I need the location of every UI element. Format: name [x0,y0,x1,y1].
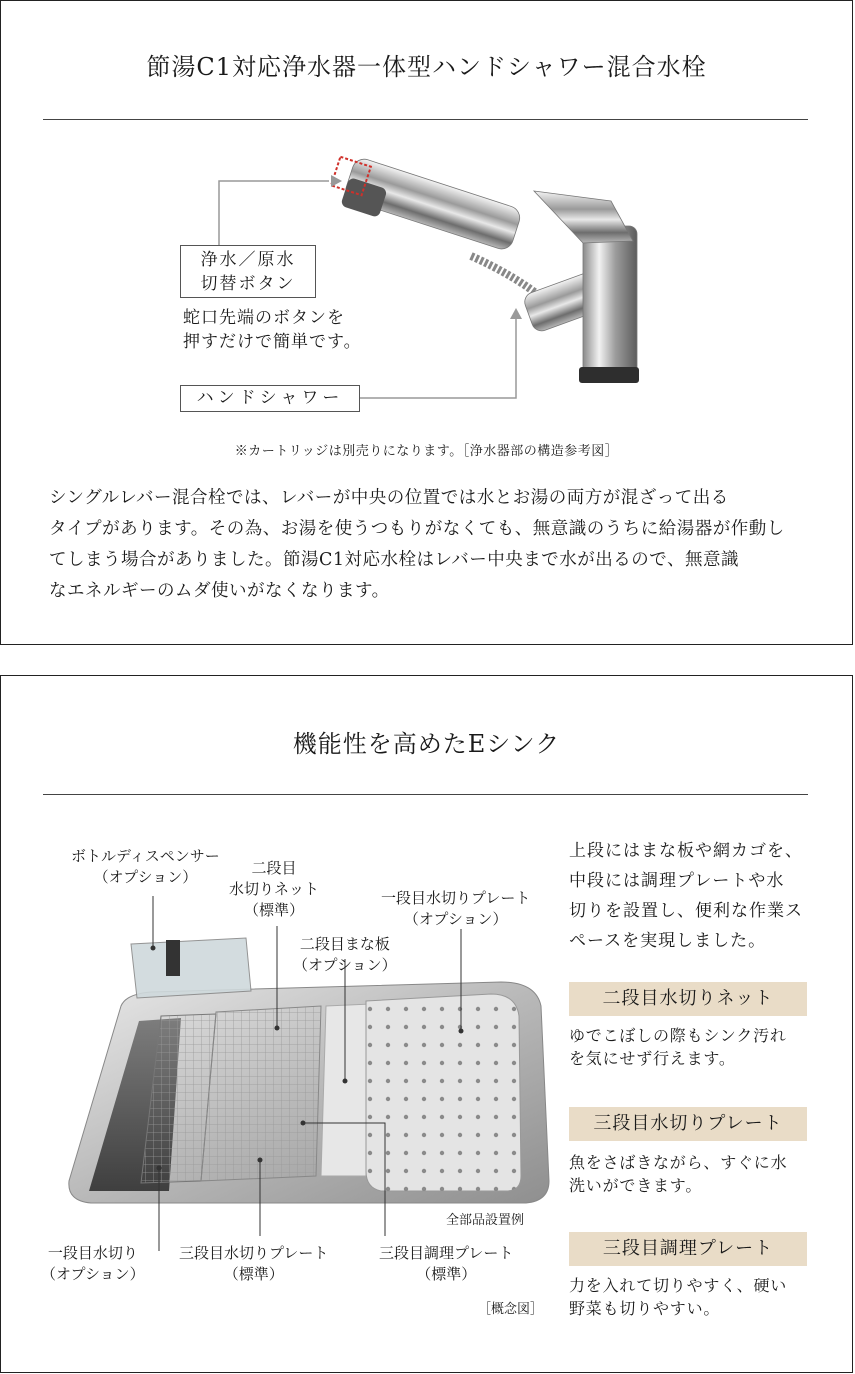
description-line: タイプがあります。その為、お湯を使うつもりがなくても、無意識のうちに給湯器が作動し [49,519,785,539]
label-text: （オプション） [293,956,397,974]
label-third-cooking [379,1243,513,1285]
feature-tag-third-plate: 三段目水切りプレート [569,1107,807,1141]
description-line: シングルレバー混合栓では、レバーが中央の位置では水とお湯の両方が混ざって出る [49,488,729,508]
feature-desc-second-net [569,1024,814,1070]
switch-note-line1: 蛇口先端のボタンを [183,308,345,328]
cartridge-footnote: ※カートリッジは別売りになります。［浄水器部の構造参考図］ [234,444,619,459]
description-line: てしまう場合がありました。節湯C1対応水栓はレバー中央まで水が出るので、無意識 [49,550,739,570]
feature-desc-third-cooking [569,1274,814,1320]
all-parts-caption: 全部品設置例 [446,1213,525,1228]
label-text: （オプション） [403,910,508,928]
desc-line: 洗いができます。 [569,1176,703,1195]
label-text: （標準） [244,901,305,919]
label-text: （標準） [223,1265,284,1283]
concept-caption: ［概念図］ [478,1302,544,1317]
label-text: 一段目水切り [47,1244,138,1262]
sink-intro [569,836,819,956]
intro-line: 切りを設置し、便利な作業ス [569,901,803,921]
label-text: 二段目まな板 [299,935,390,953]
hand-shower-label: ハンドシャワー [180,385,360,412]
label-text: 三段目調理プレート [379,1244,514,1262]
feature-tag-third-cooking: 三段目調理プレート [569,1232,807,1266]
label-first-plate [381,888,530,930]
label-text: 三段目水切りプレート [179,1244,329,1262]
label-bottle-dispenser [71,846,220,888]
switch-note [183,306,362,354]
label-third-plate [179,1243,328,1285]
intro-line: 上段にはまな板や網カゴを、 [569,841,803,861]
switch-note-line2: 押すだけで簡単です。 [183,332,362,352]
intro-line: ペースを実現しました。 [569,931,767,951]
intro-line: 中段には調理プレートや水 [569,871,785,891]
label-second-net [229,858,319,921]
spout-head [340,156,523,260]
faucet-description [49,483,819,607]
label-second-board [293,934,397,976]
switch-label-line1: 浄水／原水 [200,250,296,270]
desc-line: 力を入れて切りやすく、硬い [569,1276,788,1295]
label-text: （標準） [416,1265,477,1283]
switch-label-line2: 切替ボタン [200,274,296,294]
feature-tag-second-net: 二段目水切りネット [569,982,807,1016]
label-text: 水切りネット [229,880,320,898]
faucet-title: 節湯C1対応浄水器一体型ハンドシャワー混合水栓 [146,53,707,81]
label-text: （オプション） [93,868,198,886]
sink-panel [0,675,853,1373]
desc-line: 魚をさばきながら、すぐに水 [569,1153,788,1172]
faucet-panel [0,0,853,645]
desc-line: を気にせず行えます。 [569,1049,736,1068]
label-text: （オプション） [41,1265,145,1283]
description-line: なエネルギーのムダ使いがなくなります。 [49,581,390,601]
label-first-drain [41,1243,145,1285]
sink-title: 機能性を高めたEシンク [292,730,561,758]
label-text: ボトルディスペンサー [71,847,220,865]
feature-desc-third-plate [569,1151,814,1197]
label-text: 二段目 [251,859,297,877]
desc-line: 野菜も切りやすい。 [569,1299,721,1318]
desc-line: ゆでこぼしの際もシンク汚れ [569,1026,787,1045]
label-text: 一段目水切りプレート [381,889,531,907]
switch-button-label [180,245,316,298]
